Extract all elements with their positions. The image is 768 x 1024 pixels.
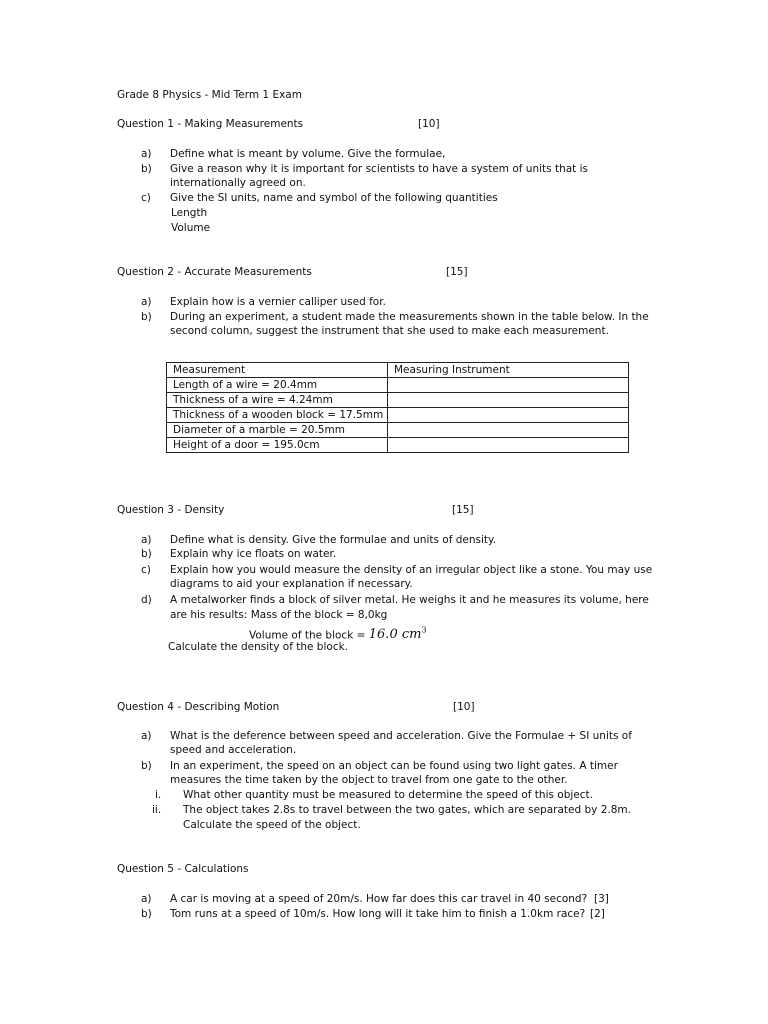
table-cell-measurement: Thickness of a wire = 4.24mm (167, 393, 388, 408)
table-cell-measurement: Height of a door = 195.0cm (167, 438, 388, 453)
q1-a-label: a) (141, 148, 152, 160)
measurement-table (166, 362, 629, 453)
q5-b-label: b) (141, 908, 152, 920)
q2-heading: Question 2 - Accurate Measurements (117, 266, 312, 278)
table-row (167, 378, 629, 393)
q2-a-text: Explain how is a vernier calliper used for. (170, 296, 386, 308)
q3-c-label: c) (141, 564, 151, 576)
table-header-instrument: Measuring Instrument (388, 363, 629, 378)
table-header-row (167, 363, 629, 378)
q3-marks: [15] (452, 504, 474, 516)
table-row (167, 438, 629, 453)
q5-b-text: Tom runs at a speed of 10m/s. How long will it take him to finish a 1.0km race? (170, 908, 586, 920)
q4-a-text-1: What is the deference between speed and acceleration. Give the Formulae + SI units of (170, 730, 632, 742)
q1-c-text: Give the SI units, name and symbol of the following quantities (170, 192, 498, 204)
q4-heading: Question 4 - Describing Motion (117, 701, 280, 713)
q4-b-text-2: measures the time taken by the object to travel from one gate to the other. (170, 774, 568, 786)
q4-ii-text-1: The object takes 2.8s to travel between the two gates, which are separated by 2.8m. (183, 804, 631, 816)
q1-c-label: c) (141, 192, 151, 204)
q3-b-label: b) (141, 548, 152, 560)
q3-d-text-1: A metalworker finds a block of silver metal. He weighs it and he measures its volume, here (170, 594, 649, 606)
q4-ii-label: ii. (152, 804, 162, 816)
table-cell-instrument (388, 393, 629, 408)
table-cell-instrument (388, 438, 629, 453)
q1-marks: [10] (418, 118, 440, 130)
q5-a-label: a) (141, 893, 152, 905)
q5-a-text: A car is moving at a speed of 20m/s. How far does this car travel in 40 second? (170, 893, 588, 905)
q4-b-text-1: In an experiment, the speed on an object can be found using two light gates. A timer (170, 760, 618, 772)
q4-i-label: i. (155, 789, 162, 801)
q4-ii-text-2: Calculate the speed of the object. (183, 819, 361, 831)
q5-a-marks: [3] (594, 893, 609, 905)
table-cell-instrument (388, 408, 629, 423)
q2-marks: [15] (446, 266, 468, 278)
q3-volume-unit: cm (401, 627, 422, 643)
q2-a-label: a) (141, 296, 152, 308)
q4-marks: [10] (453, 701, 475, 713)
q3-c-text-1: Explain how you would measure the density of an irregular object like a stone. You may use (170, 564, 653, 576)
q1-b-text-2: internationally agreed on. (170, 177, 306, 189)
q3-b-text: Explain why ice floats on water. (170, 548, 337, 560)
q3-volume-formula (369, 627, 427, 642)
q3-a-label: a) (141, 534, 152, 546)
q1-a-text: Define what is meant by volume. Give the formulae, (170, 148, 446, 160)
q3-volume-value: 16.0 (368, 627, 398, 643)
q1-b-text-1: Give a reason why it is important for scientists to have a system of units that is (170, 163, 588, 175)
q3-a-text: Define what is density. Give the formulae and units of density. (170, 534, 497, 546)
q1-heading: Question 1 - Making Measurements (117, 118, 304, 130)
q3-volume-exponent: 3 (421, 626, 427, 635)
q2-b-label: b) (141, 311, 152, 323)
q1-quantity-length: Length (171, 207, 208, 219)
table-cell-instrument (388, 378, 629, 393)
exam-title: Grade 8 Physics - Mid Term 1 Exam (117, 89, 302, 101)
table-cell-measurement: Length of a wire = 20.4mm (167, 378, 388, 393)
q4-i-text: What other quantity must be measured to determine the speed of this object. (183, 789, 594, 801)
q2-b-text-1: During an experiment, a student made the measurements shown in the table below. In the (170, 311, 649, 323)
q3-d-label: d) (141, 594, 152, 606)
q3-d-text-2: are his results: Mass of the block = 8,0kg (170, 609, 388, 621)
q5-heading: Question 5 - Calculations (117, 863, 249, 875)
q3-calc-line: Calculate the density of the block. (168, 641, 349, 653)
q1-quantity-volume: Volume (171, 222, 211, 234)
q3-heading: Question 3 - Density (117, 504, 225, 516)
table-row (167, 423, 629, 438)
table-cell-measurement: Diameter of a marble = 20.5mm (167, 423, 388, 438)
q4-b-label: b) (141, 760, 152, 772)
q4-a-label: a) (141, 730, 152, 742)
q4-a-text-2: speed and acceleration. (170, 744, 297, 756)
table-row (167, 408, 629, 423)
table-header-measurement: Measurement (167, 363, 388, 378)
q3-c-text-2: diagrams to aid your explanation if necessary. (170, 578, 413, 590)
table-row (167, 393, 629, 408)
q2-b-text-2: second column, suggest the instrument that she used to make each measurement. (170, 325, 609, 337)
table-cell-measurement: Thickness of a wooden block = 17.5mm (167, 408, 388, 423)
table-cell-instrument (388, 423, 629, 438)
q5-b-marks: [2] (590, 908, 605, 920)
q3-volume-label: Volume of the block = (249, 629, 366, 642)
q1-b-label: b) (141, 163, 152, 175)
